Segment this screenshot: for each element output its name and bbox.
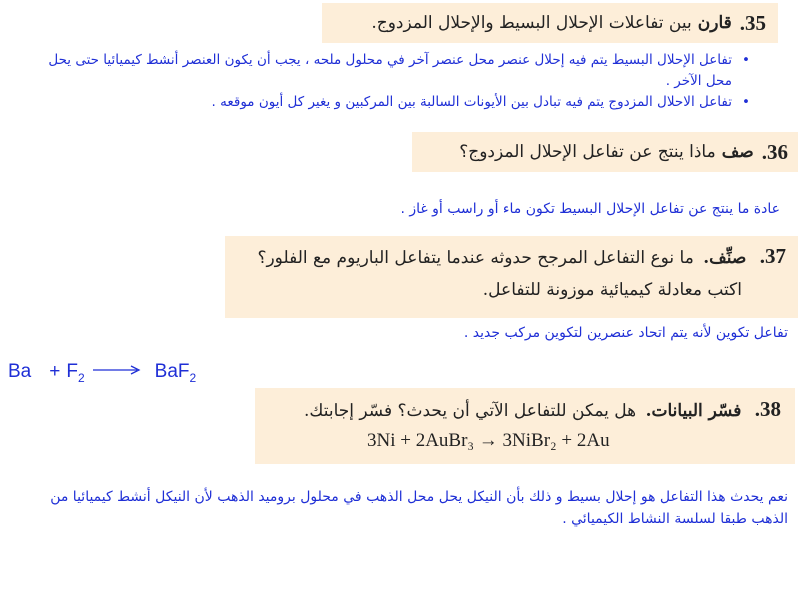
bullet-icon: • xyxy=(742,94,750,110)
question-line-1 xyxy=(269,394,781,426)
question-text: ماذا ينتج عن تفاعل الإحلال المزدوج؟ xyxy=(459,142,716,162)
question-36-box xyxy=(412,132,798,172)
question-keyword: صف xyxy=(721,142,754,162)
answer-38: نعم يحدث هذا التفاعل هو إحلال بسيط و ذلك بأن النيكل يحل محل الذهب في محلول بروميد الذهب لأن النيكل أنشط كيميائيا من الذهب طبقا لسلسة النشاط الكيميائي . xyxy=(50,489,788,527)
answer-35-list xyxy=(40,50,750,113)
answer-text: تفاعل الاحلال المزدوج يتم فيه تبادل بين الأيونات السالبة بين المركبين و يغير كل أيون موقعه . xyxy=(211,94,732,110)
answer-text: تفاعل الإحلال البسيط يتم فيه إحلال عنصر محل عنصر آخر في محلول ملحه ، يجب أن يكون العنصر أنشط كيميائيا حتى يحل محل الآخر . xyxy=(48,52,732,89)
question-text: هل يمكن للتفاعل الآتي أن يحدث؟ فسّر إجابتك. xyxy=(304,401,637,421)
question-keyword: قارن xyxy=(697,13,732,33)
question-number: 38. xyxy=(754,397,781,421)
product-barium-fluoride: BaF$_2$ xyxy=(154,361,197,385)
question-number: 37. xyxy=(759,244,786,268)
question-text: بين تفاعلات الإحلال البسيط والإحلال المزدوج. xyxy=(371,13,692,33)
reactant-barium: Ba xyxy=(8,361,32,382)
balanced-equation xyxy=(8,361,196,385)
plus-sign: + xyxy=(49,361,61,382)
bullet-icon: • xyxy=(742,52,750,68)
question-keyword: فسّر البيانات. xyxy=(645,401,742,421)
reactant-fluorine: $F_2$ xyxy=(66,361,85,385)
question-35-box xyxy=(322,3,778,43)
question-number: 36. xyxy=(761,139,788,164)
question-38-box xyxy=(255,388,795,464)
question-line-2: اكتب معادلة كيميائية موزونة للتفاعل. xyxy=(482,280,742,300)
list-item xyxy=(40,92,750,113)
question-equation: 3Ni + 2AuBr₃ → 3NiBr₂ + 2Au xyxy=(367,430,610,451)
list-item xyxy=(40,50,750,92)
question-line-1 xyxy=(237,240,786,274)
answer-36: عادة ما ينتج عن تفاعل الإحلال البسيط تكون ماء أو راسب أو غاز . xyxy=(400,201,780,217)
question-number: 35. xyxy=(739,10,766,35)
question-keyword: صنِّف. xyxy=(703,248,747,268)
arrow-right-icon xyxy=(93,365,141,375)
question-text: ما نوع التفاعل المرجح حدوثه عندما يتفاعل الباريوم مع الفلور؟ xyxy=(257,248,694,268)
question-37-box xyxy=(225,236,798,318)
answer-37: تفاعل تكوين لأنه يتم اتحاد عنصرين لتكوين مركب جديد . xyxy=(463,325,788,341)
